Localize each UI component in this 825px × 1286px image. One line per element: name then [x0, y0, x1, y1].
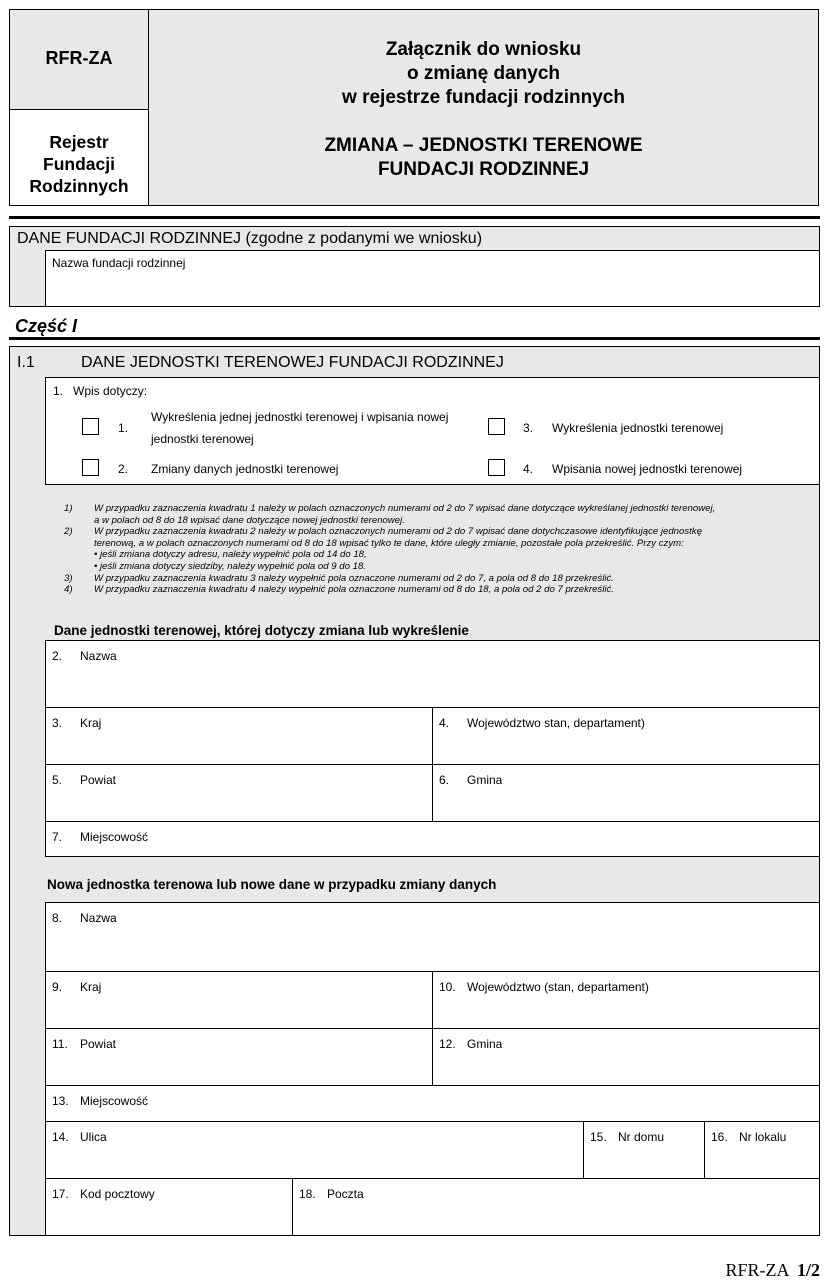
section-title: DANE JEDNOSTKI TERENOWEJ FUNDACJI RODZINNEJ — [81, 354, 504, 371]
field-label: Kraj — [80, 980, 102, 994]
option-1-number: 1. — [118, 421, 129, 435]
field-number: 4. — [439, 716, 450, 730]
field-number: 16. — [711, 1130, 728, 1144]
new-unit-heading: Nowa jednostka terenowa lub nowe dane w przypadku zmiany danych — [47, 877, 497, 892]
note-number: 1) — [64, 503, 73, 514]
divider — [9, 216, 820, 219]
field-9-kraj[interactable] — [45, 971, 433, 1029]
section-number: I.1 — [17, 354, 35, 371]
field-17-kod-pocztowy[interactable] — [45, 1178, 293, 1236]
field-number: 9. — [52, 980, 63, 994]
field-3-kraj[interactable] — [45, 707, 433, 765]
field-8-nazwa[interactable] — [45, 902, 820, 972]
note-line: • jeśli zmiana dotyczy adresu, należy wypełnić pola od 14 do 18, — [94, 549, 367, 561]
note-line: a w polach od 8 do 18 wpisać dane dotyczące nowej jednostki terenowej. — [94, 514, 405, 526]
field-label: Gmina — [467, 773, 503, 787]
note-line: W przypadku zaznaczenia kwadratu 2 należy w polach oznaczonych numerami od 2 do 7 wpisać dane dotychczasowe identyfikujące jednostkę — [94, 526, 702, 538]
note-line: W przypadku zaznaczenia kwadratu 3 należy wypełnić pola oznaczone numerami od 2 do 7, a pola od 8 do 18 przekreślić. — [94, 572, 614, 584]
field-number: 17. — [52, 1187, 69, 1201]
page-title: w rejestrze fundacji rodzinnych — [342, 87, 625, 108]
field-number: 14. — [52, 1130, 69, 1144]
page-subtitle: FUNDACJI RODZINNEJ — [377, 159, 590, 180]
option-3-label: Wykreślenia jednostki terenowej — [552, 421, 724, 435]
page-subtitle: ZMIANA – JEDNOSTKI TERENOWE — [324, 135, 643, 156]
note-line: • jeśli zmiana dotyczy siedziby, należy wypełnić pola od 9 do 18. — [94, 561, 366, 572]
instructions — [64, 503, 814, 615]
field-label: Województwo stan, departament) — [467, 716, 645, 730]
option-4-label: Wpisania nowej jednostki terenowej — [552, 462, 743, 476]
note-line: W przypadku zaznaczenia kwadratu 1 należy w polach oznaczonych numerami od 2 do 7 wpisać dane dotyczące wykreślanej jednostki terenowej, — [94, 503, 716, 514]
footer-code: RFR-ZA — [725, 1260, 789, 1280]
field-14-ulica[interactable] — [45, 1121, 584, 1179]
field-label: Gmina — [467, 1037, 503, 1051]
option-2-label: Zmiany danych jednostki terenowej — [151, 462, 339, 476]
foundation-name-field[interactable] — [45, 250, 820, 307]
option-1-checkbox[interactable] — [82, 418, 99, 435]
field-15-nr-domu[interactable] — [583, 1121, 705, 1179]
field-10-wojewodztwo[interactable] — [432, 971, 820, 1029]
field-number: 13. — [52, 1094, 69, 1108]
registry-line: Fundacji — [43, 154, 115, 174]
field-5-powiat[interactable] — [45, 764, 433, 822]
header-title-box — [148, 9, 819, 206]
field-number: 6. — [439, 773, 450, 787]
header-registry-box — [9, 109, 149, 206]
field-label: Kod pocztowy — [80, 1187, 155, 1201]
field-label: Powiat — [80, 1037, 117, 1051]
field-number: 11. — [52, 1037, 68, 1051]
field-number: 2. — [52, 649, 63, 663]
option-4-checkbox[interactable] — [488, 459, 505, 476]
note-line: W przypadku zaznaczenia kwadratu 4 należy wypełnić pola oznaczone numerami od 8 do 18, a pola od 2 do 7 przekreślić. — [94, 584, 614, 596]
form-code: RFR-ZA — [45, 48, 113, 68]
field-label: Województwo (stan, departament) — [467, 980, 649, 994]
page-number: 1/2 — [796, 1260, 820, 1280]
field-number: 3. — [52, 716, 63, 730]
field-4-wojewodztwo[interactable] — [432, 707, 820, 765]
note-number: 4) — [64, 584, 73, 596]
field-16-nr-lokalu[interactable] — [704, 1121, 820, 1179]
header-code-box — [9, 9, 149, 110]
field-label: Ulica — [80, 1130, 107, 1144]
option-3-checkbox[interactable] — [488, 418, 505, 435]
field-label: Miejscowość — [80, 830, 149, 844]
field-6-gmina[interactable] — [432, 764, 820, 822]
field-number: 10. — [439, 980, 456, 994]
field-7-miejscowosc[interactable] — [45, 821, 820, 857]
entry-type-label: 1. Wpis dotyczy: — [53, 384, 148, 398]
page-title: Załącznik do wniosku — [385, 39, 582, 60]
field-label: Nr domu — [618, 1130, 665, 1144]
field-label: Nazwa fundacji rodzinnej — [52, 256, 186, 270]
option-1-label: jednostki terenowej — [151, 432, 254, 446]
option-4-number: 4. — [523, 462, 534, 476]
note-number: 3) — [64, 572, 73, 584]
note-line: terenową, a w polach oznaczonych numerami od 8 do 18 wpisać tylko te dane, które uległy zmianie, pozostałe pola przekreślić. Przy czym: — [94, 537, 684, 549]
field-2-nazwa[interactable] — [45, 640, 820, 708]
part-title: Część I — [15, 316, 78, 336]
field-13-miejscowosc[interactable] — [45, 1085, 820, 1122]
option-1-label: Wykreślenia jednej jednostki terenowej i wpisania nowej — [151, 410, 449, 424]
field-number: 8. — [52, 911, 63, 925]
field-number: 18. — [299, 1187, 316, 1201]
field-number: 12. — [439, 1037, 456, 1051]
field-12-gmina[interactable] — [432, 1028, 820, 1086]
field-number: 7. — [52, 830, 63, 844]
note-number: 2) — [64, 526, 73, 538]
old-unit-heading: Dane jednostki terenowej, której dotyczy zmiana lub wykreślenie — [54, 623, 469, 638]
field-label: Nr lokalu — [739, 1130, 787, 1144]
registry-line: Rejestr — [49, 132, 109, 152]
section-heading: DANE FUNDACJI RODZINNEJ (zgodne z podanymi we wniosku) — [17, 230, 483, 247]
field-label: Miejscowość — [80, 1094, 149, 1108]
field-18-poczta[interactable] — [292, 1178, 820, 1236]
page-title: o zmianę danych — [406, 63, 561, 84]
field-11-powiat[interactable] — [45, 1028, 433, 1086]
page-footer — [600, 1260, 820, 1281]
entry-type-box — [45, 377, 820, 485]
field-label: Poczta — [327, 1187, 364, 1201]
divider — [9, 337, 820, 340]
field-label: Kraj — [80, 716, 102, 730]
field-number: 15. — [590, 1130, 607, 1144]
option-2-checkbox[interactable] — [82, 459, 99, 476]
registry-line: Rodzinnych — [29, 176, 129, 196]
field-label: Nazwa — [80, 649, 117, 663]
option-2-number: 2. — [118, 462, 129, 476]
field-label: Nazwa — [80, 911, 117, 925]
field-label: Powiat — [80, 773, 117, 787]
option-3-number: 3. — [523, 421, 534, 435]
field-number: 5. — [52, 773, 63, 787]
